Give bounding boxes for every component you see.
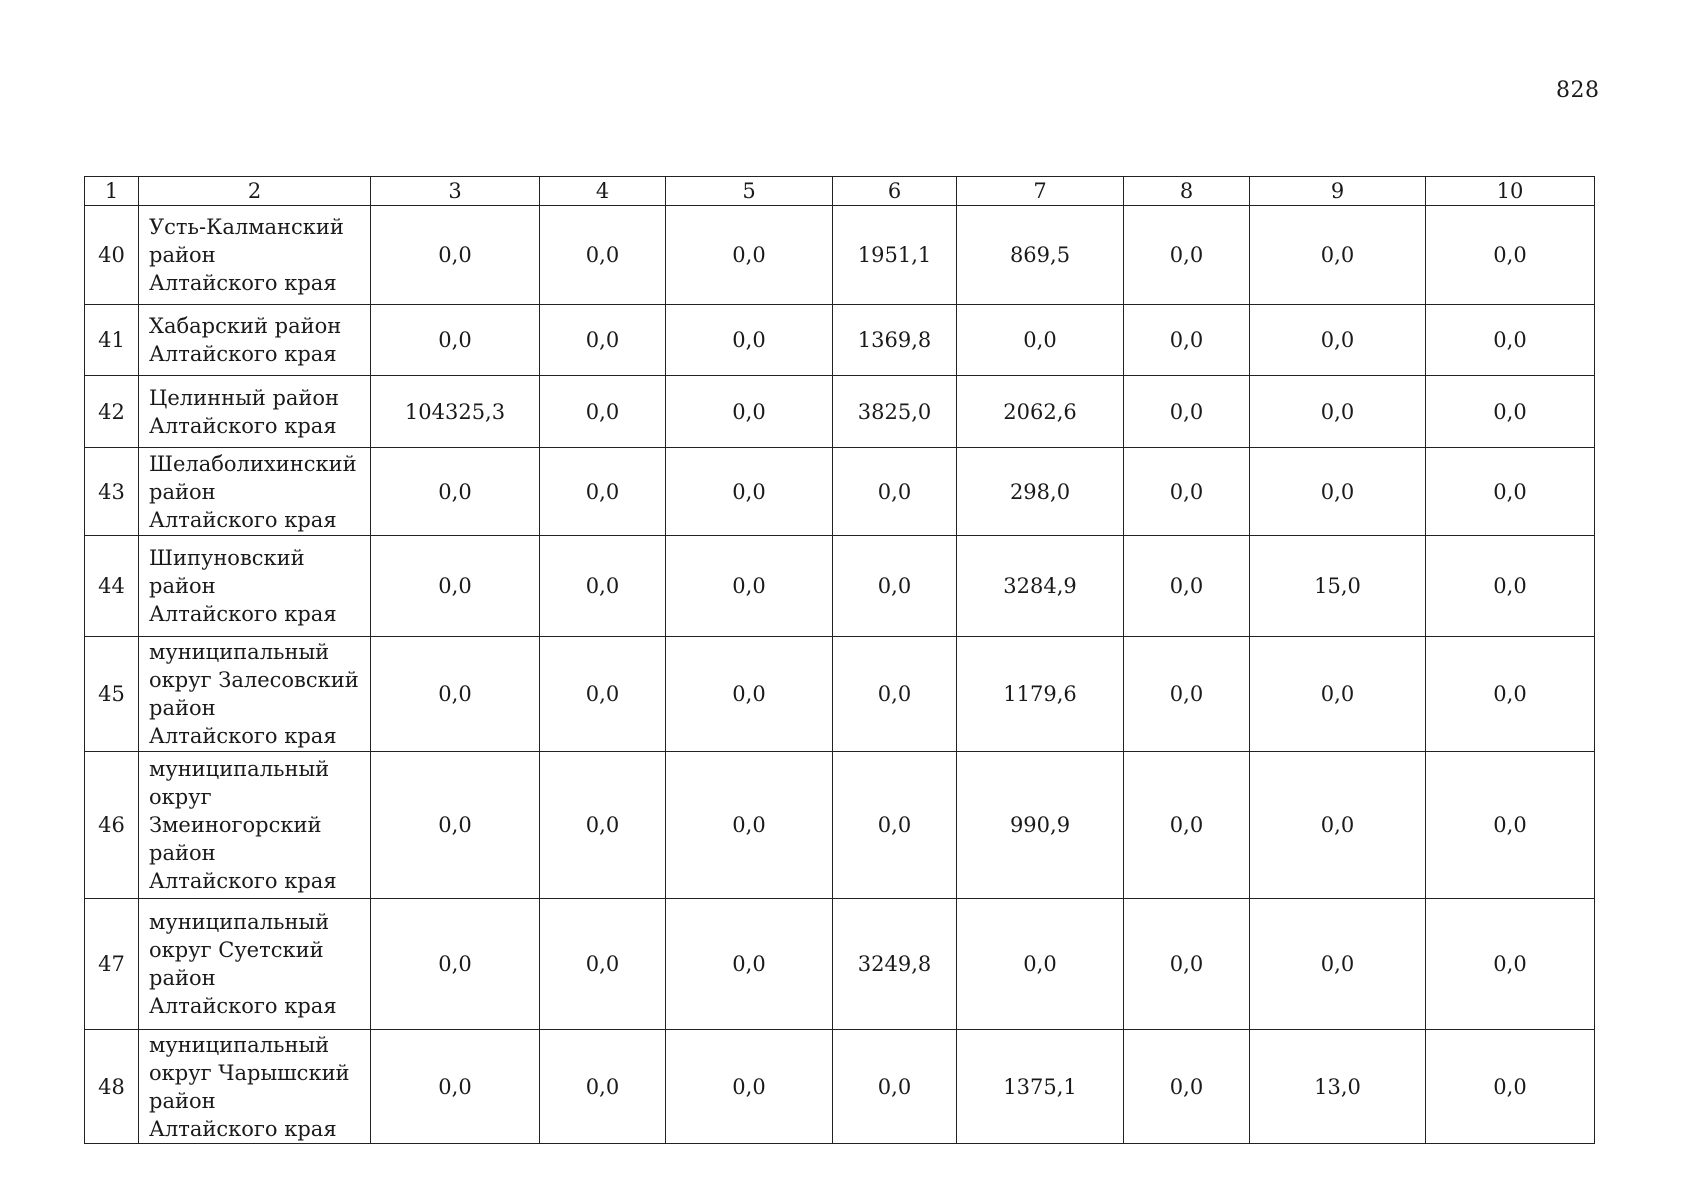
value-cell: 0,0 bbox=[1124, 448, 1250, 536]
district-name-line: Алтайского края bbox=[149, 602, 337, 626]
value-cell: 0,0 bbox=[371, 305, 540, 376]
page-number: 828 bbox=[1556, 78, 1600, 103]
value-cell: 0,0 bbox=[666, 448, 833, 536]
value-cell: 0,0 bbox=[1124, 637, 1250, 752]
value-cell: 990,9 bbox=[957, 752, 1124, 899]
district-name-line: округ bbox=[149, 785, 212, 809]
value-cell: 0,0 bbox=[1426, 536, 1595, 637]
value-cell: 0,0 bbox=[833, 752, 957, 899]
value-cell: 104325,3 bbox=[371, 376, 540, 448]
district-name bbox=[139, 206, 371, 305]
value-cell: 1951,1 bbox=[833, 206, 957, 305]
table-row bbox=[85, 899, 1595, 1030]
district-name-line: Алтайского края bbox=[149, 1116, 337, 1141]
value-cell: 1375,1 bbox=[957, 1030, 1124, 1144]
value-cell: 0,0 bbox=[957, 305, 1124, 376]
value-cell: 0,0 bbox=[371, 637, 540, 752]
district-name-line: Хабарский район bbox=[149, 314, 342, 338]
value-cell: 0,0 bbox=[540, 305, 666, 376]
header-row bbox=[85, 177, 1595, 206]
district-name-line: муниципальный bbox=[149, 757, 330, 781]
value-cell: 0,0 bbox=[371, 448, 540, 536]
table-row bbox=[85, 536, 1595, 637]
column-header: 8 bbox=[1124, 177, 1250, 206]
value-cell: 298,0 bbox=[957, 448, 1124, 536]
column-header: 6 bbox=[833, 177, 957, 206]
column-header: 5 bbox=[666, 177, 833, 206]
value-cell: 0,0 bbox=[1426, 448, 1595, 536]
district-name bbox=[139, 637, 371, 752]
district-name bbox=[139, 752, 371, 899]
row-number: 43 bbox=[85, 448, 139, 536]
value-cell: 0,0 bbox=[1426, 899, 1595, 1030]
district-name-line: Целинный район bbox=[149, 385, 340, 410]
column-header: 9 bbox=[1250, 177, 1426, 206]
value-cell: 0,0 bbox=[666, 305, 833, 376]
district-name-line: Алтайского края bbox=[149, 507, 337, 532]
value-cell: 0,0 bbox=[540, 376, 666, 448]
value-cell: 0,0 bbox=[540, 752, 666, 899]
district-name-line: Усть-Калманский bbox=[149, 215, 344, 239]
row-number: 46 bbox=[85, 752, 139, 899]
value-cell: 0,0 bbox=[666, 1030, 833, 1144]
data-table bbox=[84, 176, 1595, 1144]
row-number: 42 bbox=[85, 376, 139, 448]
value-cell: 1179,6 bbox=[957, 637, 1124, 752]
value-cell: 0,0 bbox=[666, 637, 833, 752]
district-name-line: муниципальный bbox=[149, 910, 330, 934]
district-name-line: район bbox=[149, 243, 216, 267]
value-cell: 0,0 bbox=[540, 206, 666, 305]
value-cell: 0,0 bbox=[540, 637, 666, 752]
district-name-line: район bbox=[149, 966, 216, 990]
value-cell: 0,0 bbox=[540, 536, 666, 637]
value-cell: 0,0 bbox=[1250, 305, 1426, 376]
table-row bbox=[85, 376, 1595, 448]
district-name-line: Алтайского края bbox=[149, 724, 337, 748]
value-cell: 0,0 bbox=[666, 376, 833, 448]
row-number: 40 bbox=[85, 206, 139, 305]
district-name bbox=[139, 448, 371, 536]
value-cell: 0,0 bbox=[1250, 899, 1426, 1030]
value-cell: 0,0 bbox=[1250, 448, 1426, 536]
table-row bbox=[85, 1030, 1595, 1144]
value-cell: 0,0 bbox=[833, 637, 957, 752]
column-header: 3 bbox=[371, 177, 540, 206]
value-cell: 869,5 bbox=[957, 206, 1124, 305]
district-name-line: муниципальный bbox=[149, 1032, 330, 1057]
value-cell: 0,0 bbox=[666, 536, 833, 637]
value-cell: 15,0 bbox=[1250, 536, 1426, 637]
district-name bbox=[139, 376, 371, 448]
row-number: 44 bbox=[85, 536, 139, 637]
value-cell: 0,0 bbox=[371, 1030, 540, 1144]
value-cell: 0,0 bbox=[833, 448, 957, 536]
table-row bbox=[85, 752, 1595, 899]
district-name-line: муниципальный bbox=[149, 640, 330, 664]
district-name-line: Алтайского края bbox=[149, 994, 337, 1018]
value-cell: 0,0 bbox=[666, 206, 833, 305]
district-name bbox=[139, 536, 371, 637]
value-cell: 0,0 bbox=[1124, 305, 1250, 376]
value-cell: 0,0 bbox=[833, 1030, 957, 1144]
value-cell: 0,0 bbox=[1124, 752, 1250, 899]
district-name bbox=[139, 305, 371, 376]
district-name bbox=[139, 1030, 371, 1144]
value-cell: 0,0 bbox=[833, 536, 957, 637]
value-cell: 0,0 bbox=[1426, 1030, 1595, 1144]
district-name-line: округ Залесовский bbox=[149, 668, 359, 692]
district-name-line: Шипуновский bbox=[149, 546, 305, 570]
value-cell: 0,0 bbox=[1426, 637, 1595, 752]
value-cell: 0,0 bbox=[1426, 305, 1595, 376]
value-cell: 0,0 bbox=[1426, 376, 1595, 448]
value-cell: 0,0 bbox=[1250, 376, 1426, 448]
district-name-line: район bbox=[149, 1088, 216, 1113]
table-row bbox=[85, 637, 1595, 752]
district-name-line: район bbox=[149, 841, 216, 865]
district-name-line: район bbox=[149, 696, 216, 720]
value-cell: 0,0 bbox=[1426, 206, 1595, 305]
column-header: 2 bbox=[139, 177, 371, 206]
district-name bbox=[139, 899, 371, 1030]
value-cell: 0,0 bbox=[1124, 899, 1250, 1030]
value-cell: 0,0 bbox=[371, 206, 540, 305]
value-cell: 0,0 bbox=[1250, 752, 1426, 899]
value-cell: 0,0 bbox=[540, 448, 666, 536]
value-cell: 0,0 bbox=[1124, 1030, 1250, 1144]
value-cell: 0,0 bbox=[1250, 637, 1426, 752]
table-row bbox=[85, 448, 1595, 536]
value-cell: 0,0 bbox=[1124, 536, 1250, 637]
district-name-line: Алтайского края bbox=[149, 413, 337, 438]
value-cell: 0,0 bbox=[371, 899, 540, 1030]
column-header: 4 bbox=[540, 177, 666, 206]
column-header: 10 bbox=[1426, 177, 1595, 206]
district-name-line: Алтайского края bbox=[149, 869, 337, 893]
row-number: 47 bbox=[85, 899, 139, 1030]
value-cell: 0,0 bbox=[666, 899, 833, 1030]
table-row bbox=[85, 206, 1595, 305]
value-cell: 0,0 bbox=[540, 899, 666, 1030]
district-name-line: округ Суетский bbox=[149, 938, 324, 962]
district-name-line: округ Чарышский bbox=[149, 1060, 350, 1085]
value-cell: 0,0 bbox=[1426, 752, 1595, 899]
district-name-line: район bbox=[149, 574, 216, 598]
row-number: 48 bbox=[85, 1030, 139, 1144]
value-cell: 0,0 bbox=[371, 536, 540, 637]
value-cell: 0,0 bbox=[540, 1030, 666, 1144]
value-cell: 0,0 bbox=[957, 899, 1124, 1030]
value-cell: 0,0 bbox=[1250, 206, 1426, 305]
column-header: 7 bbox=[957, 177, 1124, 206]
district-name-line: Алтайского края bbox=[149, 342, 337, 366]
column-header: 1 bbox=[85, 177, 139, 206]
district-name-line: Змеиногорский bbox=[149, 813, 322, 837]
row-number: 41 bbox=[85, 305, 139, 376]
district-name-line: район bbox=[149, 479, 216, 504]
value-cell: 2062,6 bbox=[957, 376, 1124, 448]
value-cell: 0,0 bbox=[1124, 206, 1250, 305]
value-cell: 0,0 bbox=[371, 752, 540, 899]
value-cell: 0,0 bbox=[1124, 376, 1250, 448]
district-name-line: Алтайского края bbox=[149, 271, 337, 295]
district-name-line: Шелаболихинский bbox=[149, 451, 357, 476]
value-cell: 3249,8 bbox=[833, 899, 957, 1030]
value-cell: 3825,0 bbox=[833, 376, 957, 448]
value-cell: 3284,9 bbox=[957, 536, 1124, 637]
value-cell: 1369,8 bbox=[833, 305, 957, 376]
row-number: 45 bbox=[85, 637, 139, 752]
value-cell: 13,0 bbox=[1250, 1030, 1426, 1144]
value-cell: 0,0 bbox=[666, 752, 833, 899]
table-row bbox=[85, 305, 1595, 376]
